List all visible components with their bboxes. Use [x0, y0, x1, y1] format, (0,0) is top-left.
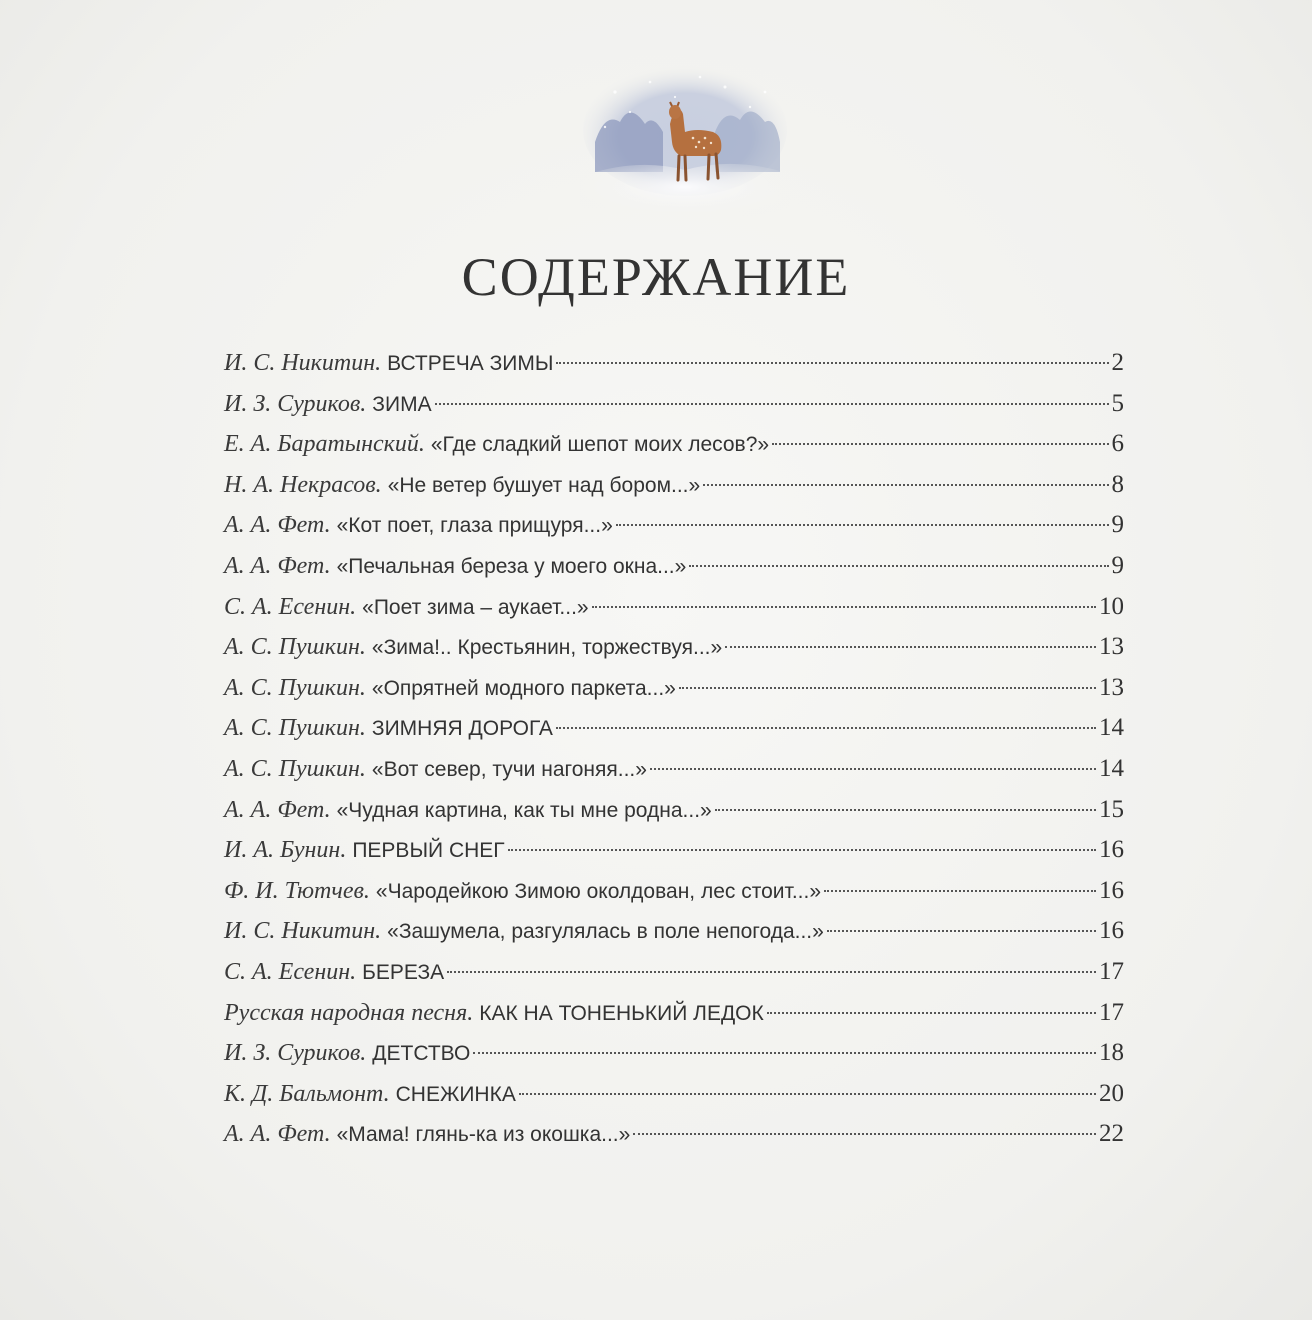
toc-author: И. А. Бунин. [224, 837, 347, 864]
toc-author: Н. А. Некрасов. [224, 471, 382, 498]
toc-entry[interactable] [224, 546, 1124, 587]
toc-entry[interactable] [224, 871, 1124, 912]
toc-work-title: «Поет зима – аукает...» [362, 595, 589, 619]
toc-author: И. С. Никитин. [224, 350, 382, 376]
toc-page-number: 2 [1111, 349, 1124, 376]
toc-work-title: ЗИМА [372, 392, 432, 416]
toc-entry[interactable] [224, 465, 1124, 506]
dot-leader [725, 646, 1096, 648]
toc-work-title: «Не ветер бушует над бором...» [387, 473, 701, 497]
toc-work-title: «Где сладкий шепот моих лесов?» [430, 433, 770, 457]
toc-author: К. Д. Бальмонт. [224, 1080, 390, 1107]
toc-work-title: ВСТРЕЧА ЗИМЫ [387, 352, 554, 375]
toc-work-title: «Чародейкою Зимою околдован, лес стоит...» [375, 879, 822, 903]
dot-leader [508, 849, 1096, 851]
dot-leader [772, 443, 1108, 445]
toc-author: А. А. Фет. [224, 512, 331, 539]
toc-entry[interactable] [224, 830, 1124, 871]
toc-entry[interactable] [224, 627, 1124, 668]
toc-author: С. А. Есенин. [224, 593, 357, 620]
dot-leader [689, 565, 1108, 567]
toc-entry[interactable] [224, 708, 1124, 749]
toc-entry[interactable] [224, 384, 1124, 425]
dot-leader [519, 1093, 1096, 1095]
toc-work-title: «Зашумела, разгулялась в поле непогода...» [387, 920, 824, 944]
dot-leader [633, 1133, 1096, 1135]
dot-leader [679, 687, 1096, 689]
toc-page-number: 14 [1099, 754, 1124, 782]
toc-page-number: 16 [1099, 836, 1124, 864]
toc-entry[interactable] [224, 343, 1124, 384]
toc-work-title: «Печальная береза у моего окна...» [336, 554, 687, 578]
deer-illustration [575, 52, 795, 222]
toc-page-number: 13 [1099, 633, 1124, 661]
dot-leader [473, 1052, 1096, 1054]
toc-entry[interactable] [224, 993, 1124, 1034]
toc-entry[interactable] [224, 587, 1124, 628]
toc-author: А. С. Пушкин. [224, 634, 366, 661]
table-of-contents [224, 343, 1124, 1155]
toc-work-title: «Кот поет, глаза прищуря...» [336, 514, 613, 538]
dot-leader [650, 768, 1096, 770]
dot-leader [556, 727, 1096, 729]
toc-page-number: 17 [1099, 957, 1124, 985]
toc-work-title: «Чудная картина, как ты мне родна...» [336, 798, 712, 822]
toc-page-number: 16 [1099, 917, 1124, 945]
toc-work-title: ЗИМНЯЯ ДОРОГА [371, 717, 553, 741]
toc-entry[interactable] [224, 790, 1124, 831]
dot-leader [767, 1012, 1096, 1014]
toc-author: А. С. Пушкин. [224, 755, 366, 782]
dot-leader [435, 403, 1109, 405]
toc-page-number: 16 [1099, 876, 1124, 904]
toc-author: А. С. Пушкин. [224, 715, 366, 742]
toc-author: Русская народная песня. [224, 999, 474, 1026]
dot-leader [447, 971, 1096, 973]
toc-author: И. С. Никитин. [224, 918, 382, 945]
toc-page-number: 14 [1099, 714, 1124, 742]
toc-author: А. А. Фет. [224, 796, 331, 823]
toc-work-title: БЕРЕЗА [362, 960, 445, 984]
page-title: СОДЕРЖАНИЕ [461, 247, 851, 307]
toc-entry[interactable] [224, 911, 1124, 952]
toc-work-title: «Опрятней модного паркета...» [371, 676, 676, 700]
toc-page-number: 10 [1099, 592, 1124, 620]
dot-leader [824, 890, 1096, 892]
dot-leader [616, 524, 1109, 526]
toc-page-number: 9 [1111, 551, 1124, 579]
dot-leader [827, 930, 1096, 932]
toc-entry[interactable] [224, 952, 1124, 993]
toc-entry[interactable] [224, 1114, 1124, 1155]
toc-author: А. С. Пушкин. [224, 674, 366, 701]
toc-author: А. А. Фет. [224, 552, 331, 579]
toc-page-number: 8 [1111, 470, 1124, 498]
toc-page-number: 20 [1099, 1079, 1124, 1107]
toc-author: Ф. И. Тютчев. [224, 877, 370, 904]
toc-work-title: ПЕРВЫЙ СНЕГ [352, 839, 505, 863]
toc-author: Е. А. Баратынский. [224, 431, 425, 458]
toc-entry[interactable] [224, 1033, 1124, 1074]
toc-page-number: 22 [1099, 1120, 1124, 1148]
toc-author: И. З. Суриков. [224, 390, 367, 417]
toc-page-number: 18 [1099, 1039, 1124, 1067]
dot-leader [703, 484, 1108, 486]
toc-author: А. А. Фет. [224, 1121, 331, 1148]
toc-page-number: 9 [1111, 511, 1124, 539]
dot-leader [556, 362, 1108, 364]
toc-page-number: 17 [1099, 998, 1124, 1026]
dot-leader [715, 809, 1096, 811]
toc-page-number: 6 [1111, 430, 1124, 458]
toc-page-number: 13 [1099, 673, 1124, 701]
toc-work-title: СНЕЖИНКА [395, 1082, 516, 1106]
toc-entry[interactable] [224, 749, 1124, 790]
toc-work-title: КАК НА ТОНЕНЬКИЙ ЛЕДОК [479, 1001, 764, 1025]
toc-entry[interactable] [224, 424, 1124, 465]
toc-work-title: «Мама! глянь-ка из окошка...» [336, 1123, 631, 1147]
toc-work-title: «Зима!.. Крестьянин, торжествуя...» [371, 636, 723, 660]
toc-work-title: «Вот север, тучи нагоняя...» [371, 757, 647, 781]
toc-page-number: 15 [1099, 795, 1124, 823]
toc-entry[interactable] [224, 505, 1124, 546]
toc-author: С. А. Есенин. [224, 958, 357, 985]
toc-work-title: ДЕТСТВО [372, 1042, 471, 1066]
toc-entry[interactable] [224, 1074, 1124, 1115]
toc-entry[interactable] [224, 668, 1124, 709]
toc-page-number: 5 [1111, 389, 1124, 417]
dot-leader [592, 606, 1096, 608]
toc-author: И. З. Суриков. [224, 1040, 367, 1067]
